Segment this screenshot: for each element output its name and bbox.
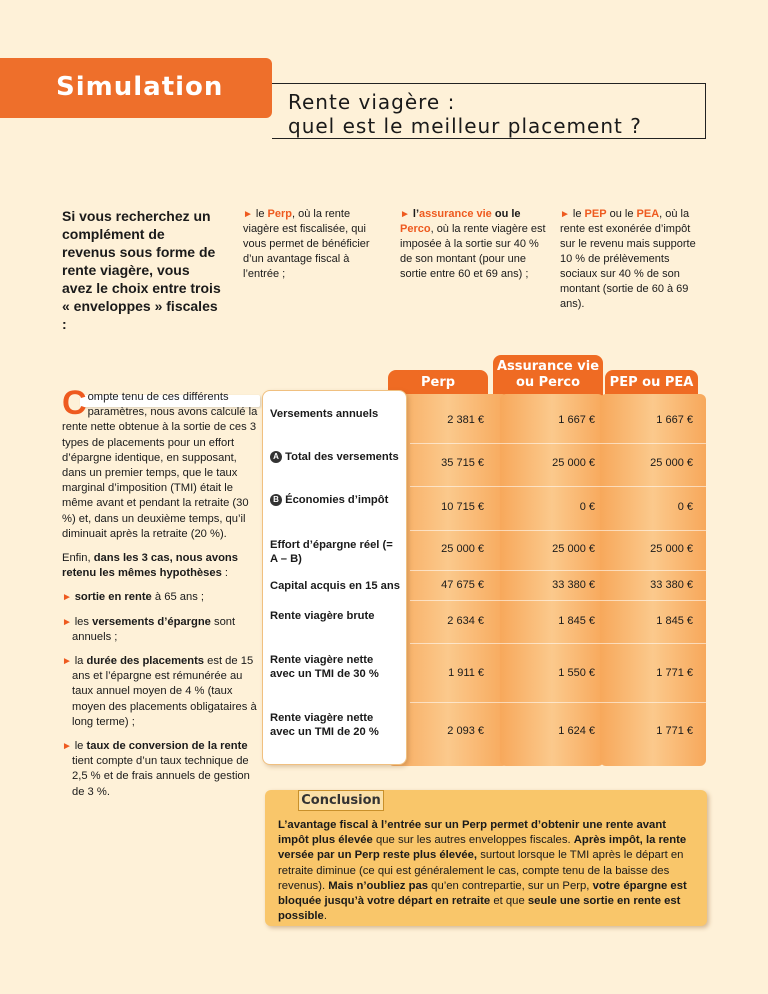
table-cell: 25 000 € [552,457,595,469]
section-tab [0,58,272,118]
row-labels-panel [262,390,407,765]
table-cell: 1 911 € [448,667,484,679]
row-label-rente-brute: Rente viagère brute [270,610,375,622]
title-box [272,83,706,139]
row-separator [410,486,706,487]
table-cell: 47 675 € [441,579,484,591]
body-paragraph-2: Enfin, dans les 3 cas, nous avons retenu les mêmes hypothèses : [62,552,238,580]
row-separator [410,570,706,571]
row-separator [410,600,706,601]
table-cell: 1 845 € [656,615,693,627]
table-cell: 1 667 € [558,414,595,426]
table-cell: 1 845 € [558,615,595,627]
arrow-right-icon: ► [400,209,410,220]
table-cell: 2 381 € [447,414,484,426]
row-separator [410,702,706,703]
hypothesis-item: ► le taux de conversion de la rente tient compte d’un taux technique de 2,5 % et de frais annuels de gestion de 3 %. [62,740,250,798]
intro-text: Si vous recherchez un complément de revenus sous forme de rente viagère, vous avez le choix entre trois « enveloppes » fiscales : [62,208,221,332]
arrow-right-icon: ► [560,209,570,220]
body-paragraph-1: Compte tenu de ces différents paramètres, nous avons calculé la rente nette obtenue à la sortie de ces 3 types de placements pour un effort d’épargne identique, en supposant, dans un premier temps, que le taux marginal d’imposition (TMI) était le même avant et pendant la retraite (30 %) et, dans un deuxième temps, qu’il diminuait après la retraite (20 %). [62,384,258,540]
title-line-2: quel est le meilleur placement ? [288,114,642,138]
table-cell: 35 715 € [441,457,484,469]
conclusion-text: L’avantage fiscal à l’entrée sur un Perp permet d’obtenir une rente avant impôt plus élevée que sur les autres enveloppes fiscales. Après impôt, la rente versée par un Perp reste plus élevée, surtout lorsque le TMI après le départ en retraite diminue (ce qui est généralement le cas, compte tenu de la baisse des revenus). Mais n’oubliez pas qu’en contrepartie, sur un Perp, votre épargne est bloquée jusqu’à votre départ en retraite et que seule une sortie en rente est possible. [278,819,687,923]
table-cell: 1 667 € [656,414,693,426]
badge-a-icon: A [270,451,282,463]
body-text [62,384,262,809]
title-line-1: Rente viagère : [288,90,456,114]
table-cell: 1 550 € [558,667,595,679]
row-label-rente-20: Rente viagère nette avec un TMI de 20 % [270,712,379,738]
row-separator [410,530,706,531]
table-cell: 2 634 € [447,615,484,627]
row-separator [410,443,706,444]
table-cell: 25 000 € [650,457,693,469]
dropcap: C [62,384,87,422]
conclusion-tag: Conclusion [298,790,384,811]
column-header-assurance-vie: Assurance vie ou Perco [493,355,603,396]
row-separator [410,643,706,644]
section-label: Simulation [56,72,224,102]
table-cell: 2 093 € [447,725,484,737]
table-cell: 0 € [677,501,693,513]
hypothesis-item: ► sortie en rente à 65 ans ; [62,591,205,604]
table-cell: 25 000 € [650,543,693,555]
row-label-versements: Versements annuels [270,408,379,420]
row-label-rente-30: Rente viagère nette avec un TMI de 30 % [270,654,379,680]
hypothesis-item: ► la durée des placements est de 15 ans et l’épargne est rémunérée au taux annuel moyen de 4 % (taux moyen des placements obligataires à long terme) ; [62,655,257,728]
arrow-right-icon: ► [243,209,253,220]
column-header-perp: Perp [388,370,488,396]
table-cell: 33 380 € [552,579,595,591]
table-cell: 1 624 € [558,725,595,737]
column-header-pep: PEP ou PEA [605,370,698,396]
table-cell: 25 000 € [441,543,484,555]
option-pep: ► le PEP ou le PEA, où la rente est exonérée d’impôt sur le revenu mais supporte 10 % de prélèvements sociaux sur 40 % de son montant (sortie de 60 à 69 ans). [560,208,696,310]
row-label-capital: Capital acquis en 15 ans [270,580,400,592]
table-cell: 1 771 € [656,667,693,679]
option-perp: ► le Perp, où la rente viagère est fiscalisée, qui vous permet de bénéficier d’un avantage fiscal à l’entrée ; [243,208,370,280]
row-label-total: A Total des versements [270,450,400,464]
badge-b-icon: B [270,494,282,506]
option-assurance-vie: ► l’assurance vie ou le Perco, où la rente viagère est imposée à la sortie sur 40 % de son montant (pour une sortie entre 60 et 69 ans) ; [400,208,546,280]
table-cell: 10 715 € [441,501,484,513]
row-label-effort: Effort d’épargne réel (= A – B) [270,539,393,565]
row-label-economies: B Économies d’impôt [270,493,400,507]
table-cell: 0 € [579,501,595,513]
table-cell: 1 771 € [656,725,693,737]
table-cell: 33 380 € [650,579,693,591]
table-cell: 25 000 € [552,543,595,555]
hypothesis-item: ► les versements d’épargne sont annuels ; [62,615,236,643]
